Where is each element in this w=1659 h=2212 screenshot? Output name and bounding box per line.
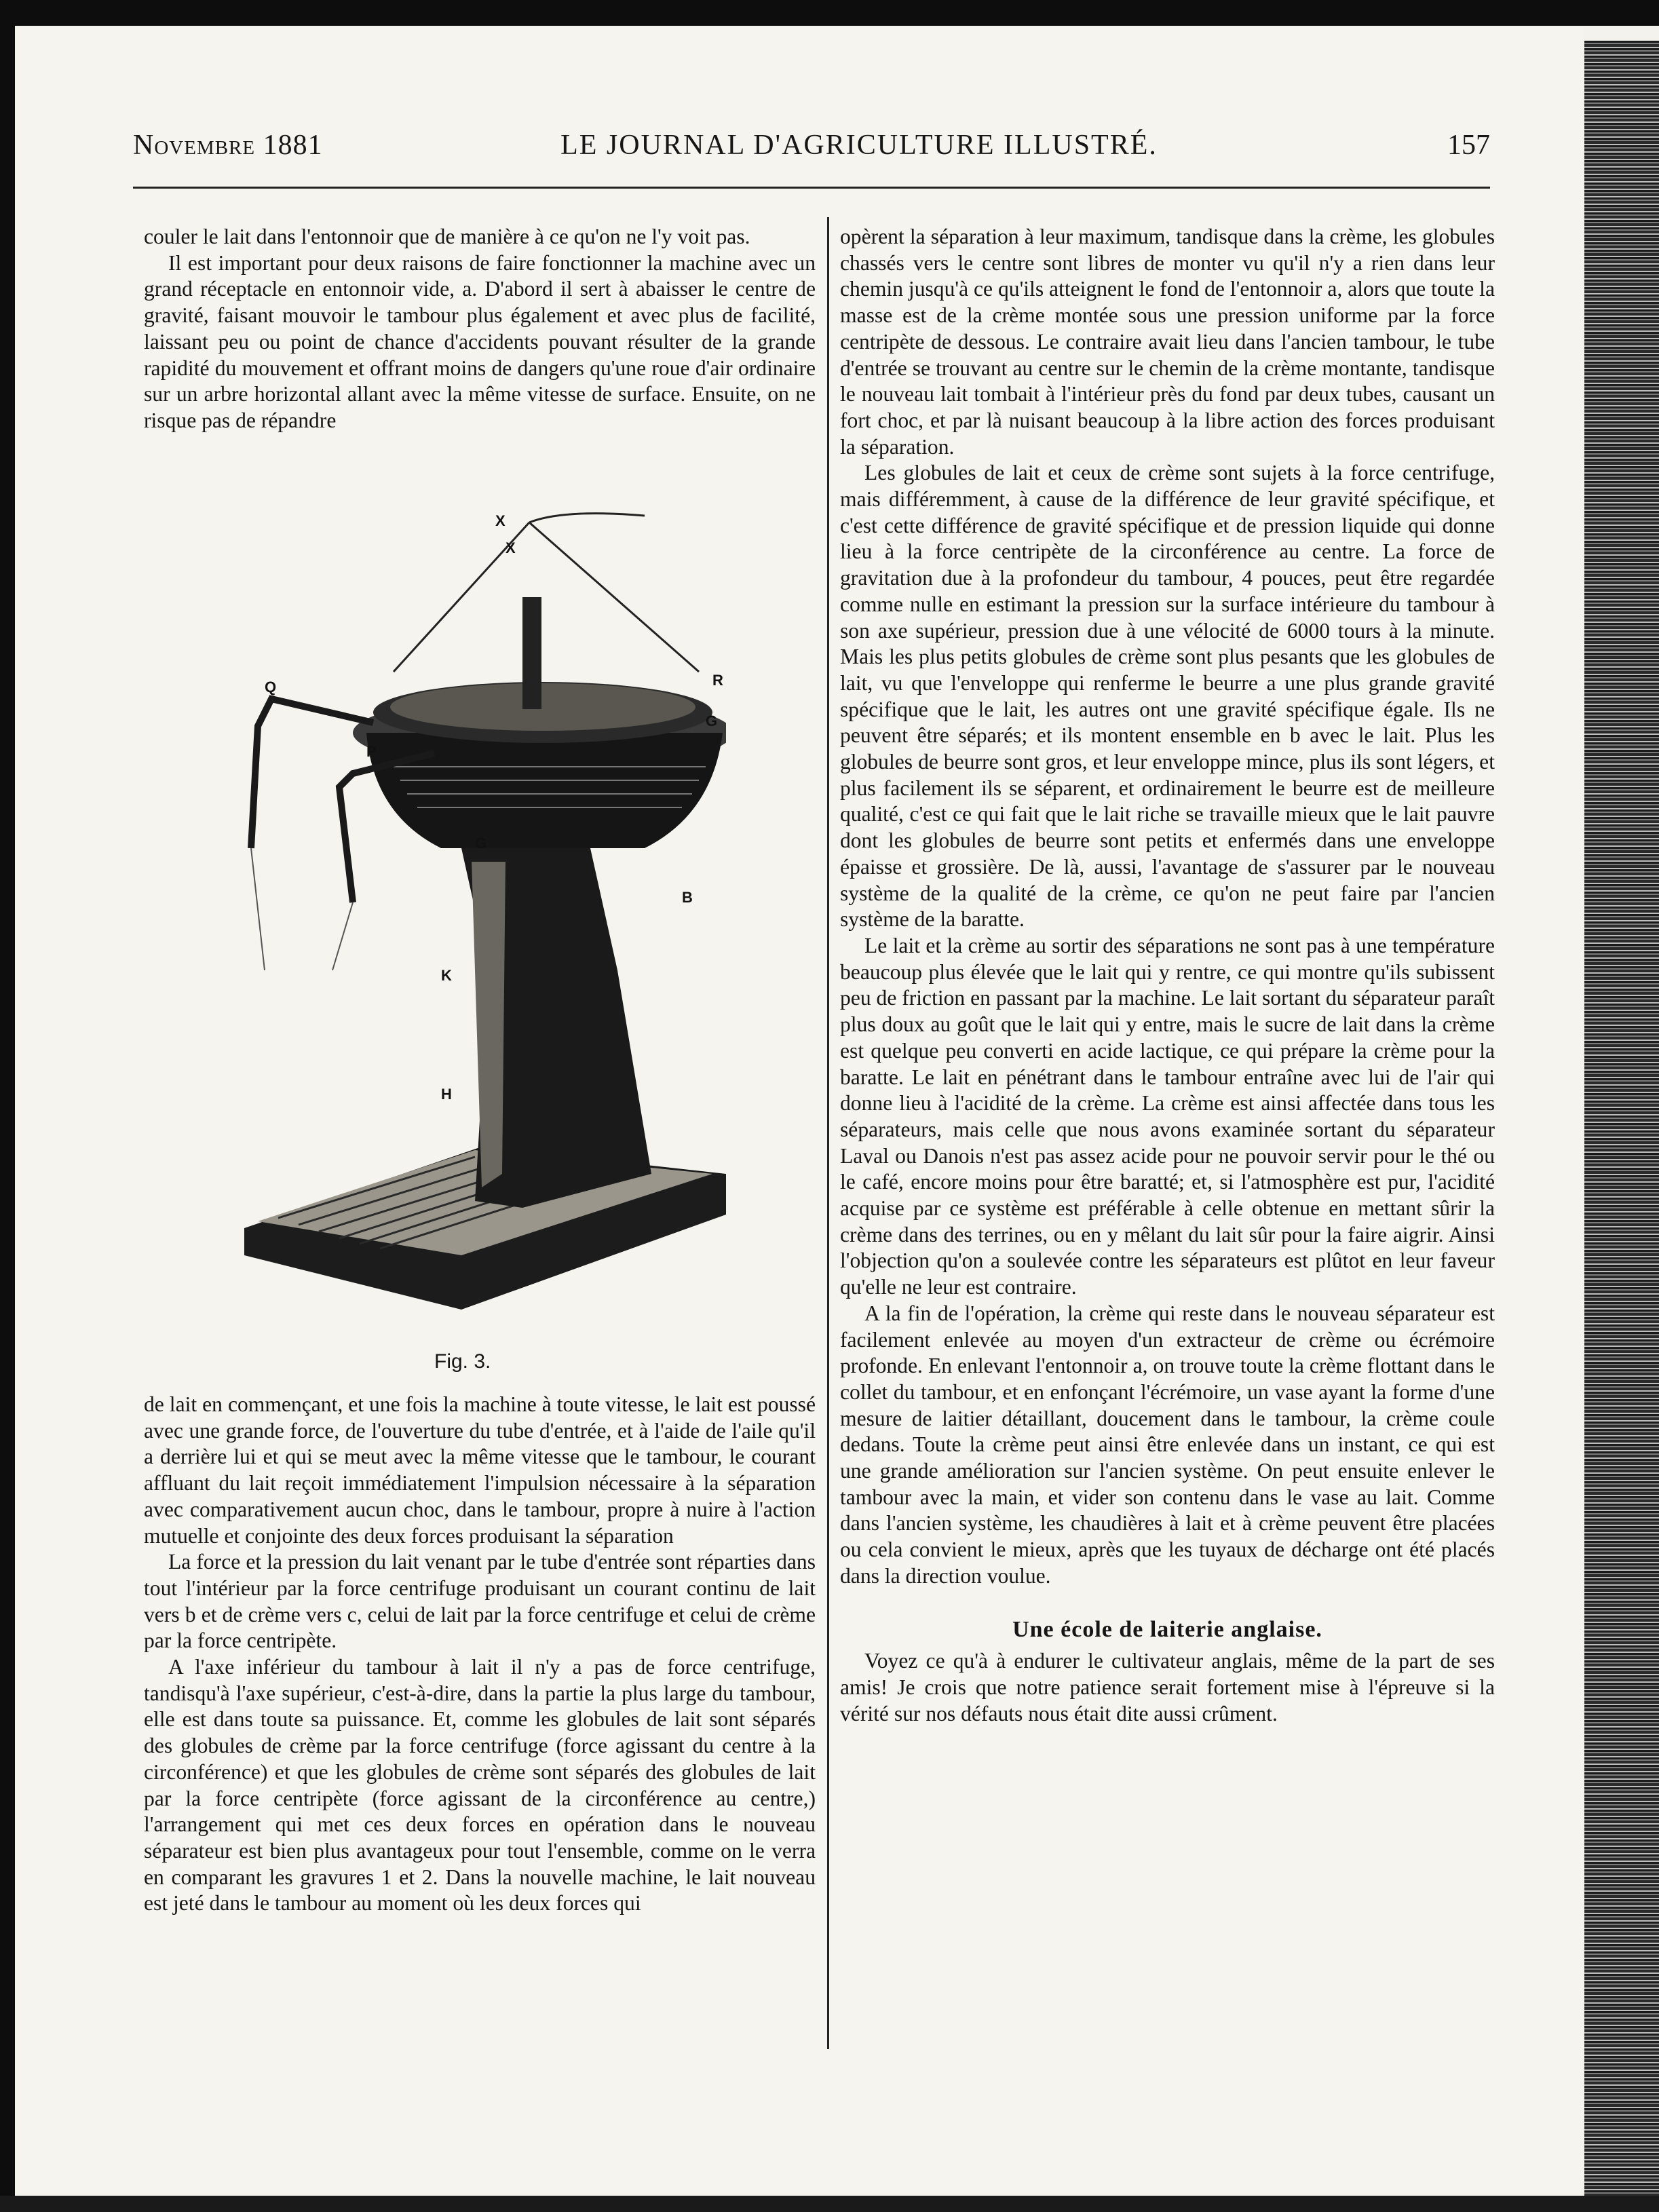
scan-border-top [0, 0, 1659, 26]
figure-label: H [441, 1086, 452, 1103]
left-column-bottom [144, 1392, 816, 1917]
figure-label: X [506, 539, 516, 556]
figure-label: G [706, 712, 718, 729]
header-rule [133, 187, 1490, 189]
paragraph: La force et la pression du lait venant par le tube d'entrée sont réparties dans tout l'intérieur par la force centrifuge produisant un courant continu de lait vers b et de crème vers c, celui de lait par la force centrifuge et celui de crème par la force centripète. [144, 1550, 816, 1653]
running-head [133, 129, 1490, 170]
journal-title: LE JOURNAL D'AGRICULTURE ILLUSTRÉ. [560, 130, 1158, 161]
scan-border-left [0, 0, 15, 2212]
left-column-top [144, 224, 816, 434]
header-date: Novembre 1881 [133, 130, 323, 161]
scan-border-bottom [0, 2196, 1659, 2212]
paragraph: Les globules de lait et ceux de crème sont sujets à la force centrifuge, mais différemment, à cause de la différence de leur gravité spécifique, et c'est cette différence de gravité spécifique et de pression liquide qui donne lieu à la force centripète de la circonférence au centre. La force de gravitation due à la profondeur du tambour, 4 pouces, peut être regardée comme nulle en estimant la pression sur la surface intérieure du tambour à son axe supérieur, pression due à une vélocité de 6000 tours à la minute. Mais les plus petits globules de crème sont plus pesants que les globules de lait, vu que l'enveloppe qui renferme le beurre a une plus grande gravité spécifique que le lait, les autres ont une gravité spécifique égale. Ils ne peuvent être séparés; et ils montent ensemble en b avec le lait. Plus les globules de beurre sont gros, et leur enveloppe mince, plus ils sont légers, et plus facilement ils se séparent, et ordinairement le beurre est de meilleure qualité, c'est ce qui fait que le lait riche se travaille mieux que le lait pauvre dont les globules de beurre sont petits et enfermés dans une enveloppe épaisse et grossière. De là, aussi, l'avantage de s'assurer par le nouveau système de la qualité de la crème, ce qu'on ne peut faire par l'ancien système de la baratte. [840, 461, 1495, 932]
paragraph: de lait en commençant, et une fois la machine à toute vitesse, le lait est poussé avec une grande force, de l'ouverture du tube d'entrée, et à l'aide de l'aile qu'il a derrière lui et qui se meut avec la même vitesse que le tambour, le courant affluant du lait reçoit immédiatement l'impulsion nécessaire à la séparation avec comparativement aucun choc, dans le tambour, propre à nuire à l'action mutuelle et conjointe des deux forces produisant la séparation [144, 1392, 816, 1548]
figure-cream-separator [237, 495, 726, 1340]
paragraph: Il est important pour deux raisons de faire fonctionner la machine avec un grand réceptacle en entonnoir vide, a. D'abord il sert à abaisser le centre de gravité, faisant mouvoir le tambour plus également et avec plus de facilité, laissant peu ou point de chance d'accidents pouvant résulter de la grande rapidité du mouvement et offrant moins de dangers qu'une roue d'air ordinaire sur un arbre horizontal allant avec la même vitesse de surface. Ensuite, on ne risque pas de répandre [144, 250, 816, 432]
scan-border-right [1584, 41, 1659, 2212]
figure-label: X [495, 512, 506, 529]
figure-caption: Fig. 3. [434, 1350, 491, 1373]
figure-label: B [682, 889, 693, 906]
figure-label: G [475, 835, 487, 852]
figure-label: K [441, 967, 452, 984]
figure-label: P [366, 743, 377, 760]
section-heading: Une école de laiterie anglaise. [1012, 1616, 1322, 1642]
paragraph: opèrent la séparation à leur maximum, tandisque dans la crème, les globules chassés vers le centre sont libres de monter vu qu'il n'y a rien dans leur chemin jusqu'à ce qu'ils atteignent le fond de l'entonnoir a, alors que toute la masse est de la crème montée sous une pression uniforme par la force centripète de dessous. Le contraire avait lieu dans l'ancien tambour, le tube d'entrée se trouvant au centre sur le chemin de la crème montante, tandisque le nouveau lait tombait à l'intérieur près du fond par deux tubes, causant un fort choc, et par là nuisant beaucoup à la libre action des forces produisant la séparation. [840, 225, 1495, 459]
right-column [840, 224, 1495, 1727]
page-number: 157 [1447, 130, 1490, 161]
cream-separator-illustration [237, 495, 726, 1340]
paragraph: couler le lait dans l'entonnoir que de manière à ce qu'on ne l'y voit pas. [144, 225, 750, 248]
paragraph: A la fin de l'opération, la crème qui reste dans le nouveau séparateur est facilement enlevée au moyen d'un extracteur de crème ou écrémoire profonde. En enlevant l'entonnoir a, on trouve toute la crème flottant dans le collet du tambour, et en enfonçant l'écrémoire, un vase ayant la forme d'une mesure de laitier détaillant, doucement dans le tambour, la crème coule dedans. Toute la crème peut ainsi être enlevée dans un instant, ce qui est une grande amélioration sur l'ancien système. On peut ensuite enlever le tambour avec la main, et vider son contenu dans le vase au lait. Comme dans l'ancien système, les chaudières à lait et à crème peuvent être placées ou cela convient le mieux, après que les tuyaux de décharge ont été placés dans la direction voulue. [840, 1301, 1495, 1588]
column-divider [827, 217, 829, 2049]
paragraph: Voyez ce qu'à à endurer le cultivateur anglais, même de la part de ses amis! Je crois que notre patience serait fortement mise à l'épreuve si la vérité sur nos défauts nous était dite aussi crûment. [840, 1649, 1495, 1725]
paragraph: Le lait et la crème au sortir des séparations ne sont pas à une température beaucoup plus élevée que le lait qui y rentre, ce qui montre qu'ils subissent peu de friction en passant par la machine. Le lait sortant du séparateur paraît plus doux au goût que le lait qui y entre, mais le sucre de lait dans la crème est quelque peu converti en acide lactique, ce qui prépare la crème pour la baratte. Le lait en pénétrant dans le tambour entraîne avec lui de l'air qui donne lieu à l'acidité de la crème. La crème est ainsi affectée dans tous les séparateurs, mais celle que nous avons examinée sortant du séparateur Laval ou Danois n'est pas assez acide pour ne pouvoir servir pour le thé ou le café, encore moins pour être baratté; et, si l'atmosphère est pur, l'acidité acquise par ce système est préférable à celle obtenue en mettant sûrir la crème dans des terrines, ou en y mêlant du lait sûr pour la faire aigrir. Ainsi l'objection qu'on a soulevée contre les séparateurs est plûtot en leur faveur qu'elle ne leur est contraire. [840, 933, 1495, 1299]
figure-label: R [712, 672, 723, 689]
paragraph: A l'axe inférieur du tambour à lait il n'y a pas de force centrifuge, tandisqu'à l'axe supérieur, c'est-à-dire, dans la partie la plus large du tambour, elle est dans toute sa puissance. Et, comme les globules de lait sont séparés des globules de crème par la force centrifuge (force agissant du centre à la circonférence) et que les globules de crème sont séparés des globules de lait par la force centripète (force agissant de la circonférence au centre,) l'arrangement qui met ces deux forces en opération dans le nouveau séparateur est bien plus avantageux pour tout l'ensemble, comme on le verra en comparant les gravures 1 et 2. Dans la nouvelle machine, le lait nouveau est jeté dans le tambour au moment où les deux forces qui [144, 1655, 816, 1915]
figure-label: Q [265, 679, 277, 695]
